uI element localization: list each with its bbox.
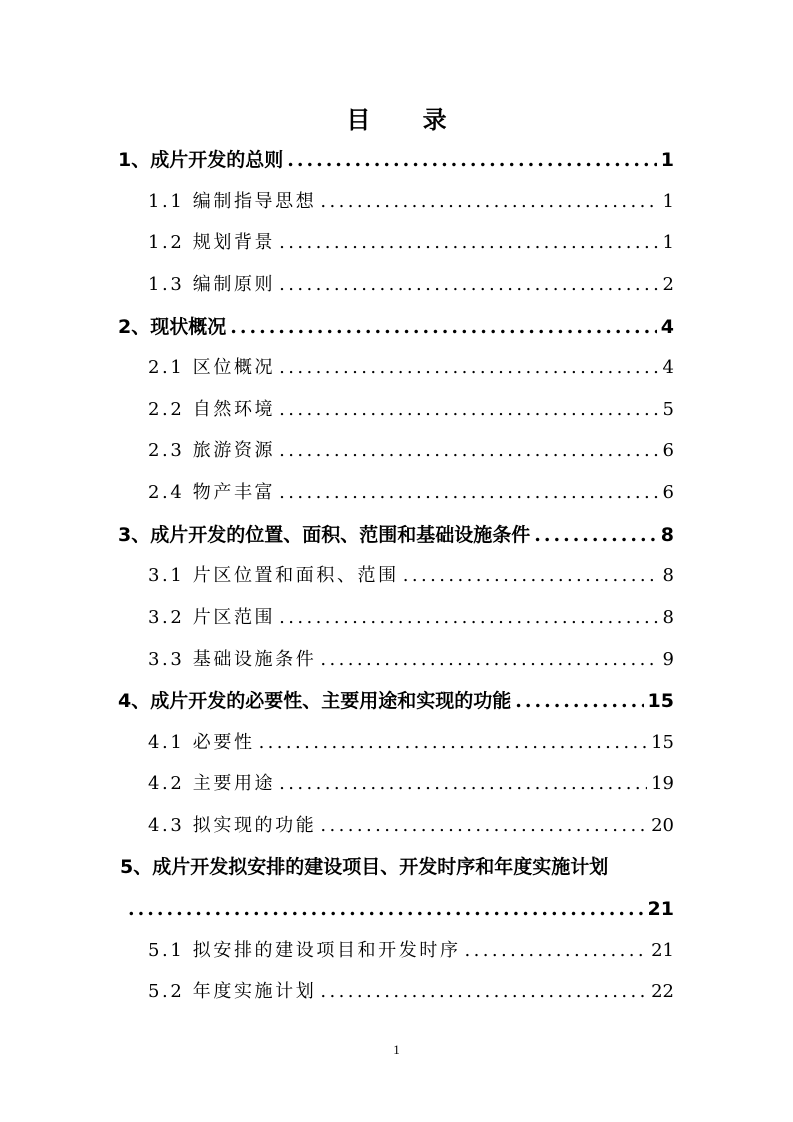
toc-entry-page: 1 — [662, 232, 674, 253]
toc-entry-4-2[interactable] — [148, 769, 674, 799]
dot-leader — [515, 686, 643, 716]
toc-entry-page: 19 — [651, 773, 674, 794]
dot-leader — [279, 769, 647, 799]
toc-entry-4-3[interactable] — [148, 811, 674, 841]
toc-entry-page: 21 — [651, 940, 674, 961]
dot-leader — [259, 728, 648, 758]
toc-entry-label: 1.3 编制原则 — [148, 274, 276, 295]
toc-entry-page: 1 — [662, 191, 674, 212]
toc-entry-label: 3、成片开发的位置、面积、范围和基础设施条件 — [118, 524, 531, 546]
dot-leader — [320, 187, 658, 217]
dot-leader — [320, 977, 647, 1007]
toc-entry-5-1[interactable] — [148, 936, 674, 966]
toc-entry-label: 3.3 基础设施条件 — [148, 649, 317, 670]
toc-entry-page: 4 — [660, 316, 674, 338]
toc-entry-3-2[interactable] — [148, 603, 674, 633]
toc-entry-5[interactable] — [128, 894, 674, 924]
toc-entry-label: 3.1 片区位置和面积、范围 — [148, 565, 399, 586]
toc-entry-1-1[interactable] — [148, 187, 674, 217]
toc-entry-4[interactable] — [118, 686, 674, 716]
toc-entry-label: 1、成片开发的总则 — [118, 149, 284, 171]
toc-entry-label: 4.2 主要用途 — [148, 773, 276, 794]
toc-entry-page: 1 — [660, 149, 674, 171]
toc-entry-page: 5 — [662, 399, 674, 420]
toc-title: 目 录 — [346, 106, 469, 134]
dot-leader — [320, 811, 647, 841]
toc-entry-1-2[interactable] — [148, 228, 674, 258]
dot-leader — [534, 520, 657, 550]
dot-leader — [279, 603, 658, 633]
dot-leader — [279, 395, 658, 425]
toc-entry-page: 6 — [662, 440, 674, 461]
toc-entry-4-1[interactable] — [148, 728, 674, 758]
toc-entry-label: 2.4 物产丰富 — [148, 482, 276, 503]
dot-leader — [279, 353, 658, 383]
toc-entry-2-3[interactable] — [148, 436, 674, 466]
dot-leader — [465, 936, 648, 966]
dot-leader — [320, 645, 658, 675]
toc-entry-label: 2.2 自然环境 — [148, 399, 276, 420]
dot-leader — [128, 894, 644, 924]
toc-entry-5-label[interactable]: 5、成片开发拟安排的建设项目、开发时序和年度实施计划 — [120, 856, 609, 878]
toc-entry-page: 2 — [662, 274, 674, 295]
toc-entry-page: 20 — [651, 815, 674, 836]
dot-leader — [287, 145, 657, 175]
toc-entry-label: 2.3 旅游资源 — [148, 440, 276, 461]
toc-entry-2-1[interactable] — [148, 353, 674, 383]
toc-entry-page: 8 — [662, 565, 674, 586]
toc-entry-page: 4 — [662, 357, 674, 378]
toc-entry-3[interactable] — [118, 520, 674, 550]
toc-entry-label: 4.1 必要性 — [148, 732, 255, 753]
dot-leader — [279, 228, 658, 258]
toc-entry-label: 2、现状概况 — [118, 316, 227, 338]
toc-entry-3-1[interactable] — [148, 561, 674, 591]
toc-entry-page: 22 — [651, 981, 674, 1002]
page-number: 1 — [393, 1042, 400, 1057]
toc-entry-2-2[interactable] — [148, 395, 674, 425]
toc-entry-page: 15 — [651, 732, 674, 753]
toc-entry-page: 15 — [647, 690, 674, 712]
toc-entry-page: 8 — [662, 607, 674, 628]
toc-entry-5-2[interactable] — [148, 977, 674, 1007]
toc-entry-label: 1.1 编制指导思想 — [148, 191, 317, 212]
dot-leader — [279, 270, 658, 300]
toc-entry-label: 2.1 区位概况 — [148, 357, 276, 378]
toc-entry-label: 4、成片开发的必要性、主要用途和实现的功能 — [118, 690, 512, 712]
toc-entry-label: 5.1 拟安排的建设项目和开发时序 — [148, 940, 461, 961]
toc-entry-page: 6 — [662, 482, 674, 503]
dot-leader — [403, 561, 659, 591]
toc-entry-2[interactable] — [118, 312, 674, 342]
toc-entry-3-3[interactable] — [148, 645, 674, 675]
toc-entry-page: 21 — [647, 898, 674, 920]
dot-leader — [230, 312, 657, 342]
toc-entry-2-4[interactable] — [148, 478, 674, 508]
toc-entry-label: 5.2 年度实施计划 — [148, 981, 317, 1002]
dot-leader — [279, 478, 658, 508]
toc-entry-1-3[interactable] — [148, 270, 674, 300]
dot-leader — [279, 436, 658, 466]
toc-entry-label: 3.2 片区范围 — [148, 607, 276, 628]
toc-entry-page: 9 — [662, 649, 674, 670]
toc-entry-label: 4.3 拟实现的功能 — [148, 815, 317, 836]
toc-entry-label: 1.2 规划背景 — [148, 232, 276, 253]
toc-entry-page: 8 — [660, 524, 674, 546]
toc-entry-1[interactable] — [118, 145, 674, 175]
